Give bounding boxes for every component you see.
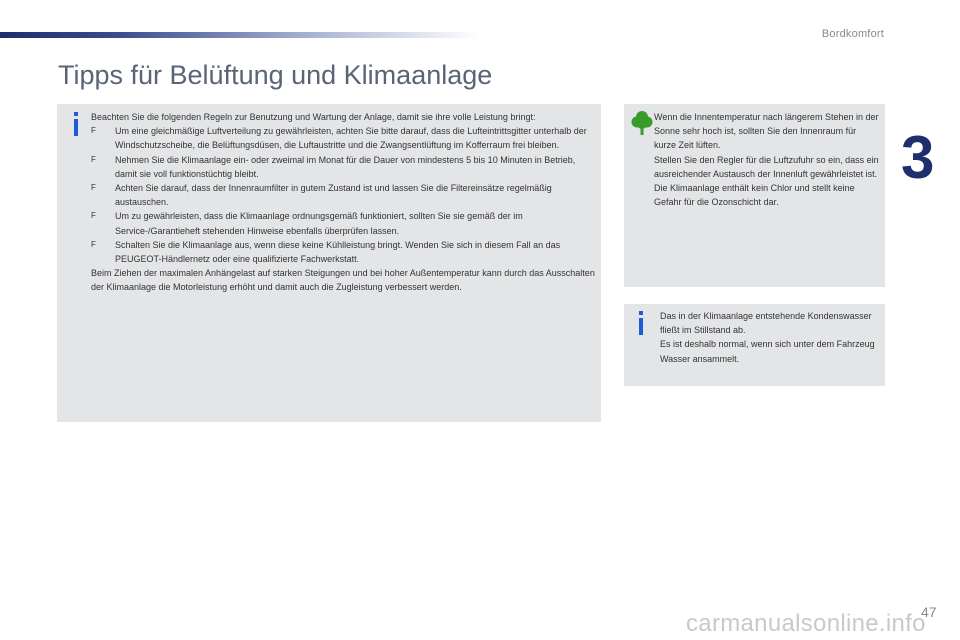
page-title: Tipps für Belüftung und Klimaanlage [58, 60, 493, 90]
intro-text: Beachten Sie die folgenden Regeln zur Benutzung und Wartung der Anlage, damit sie ihre volle Leistung bringt: [91, 112, 536, 122]
tree-icon [631, 110, 653, 136]
bullet-icon: F [91, 211, 96, 221]
maintenance-rules-text [91, 110, 597, 295]
bullet-icon: F [91, 183, 96, 193]
bullet-icon: F [91, 239, 96, 249]
bullet-icon: F [91, 126, 96, 136]
maintenance-rules-box [57, 104, 601, 422]
outro-text: Beim Ziehen der maximalen Anhängelast auf starken Steigungen und bei hoher Außentemperatur kann durch das Ausschalten der Klimaanlage die Motorleistung erhöht und damit auch die Zugleistung verbessert werden. [91, 268, 595, 293]
list-item: F Schalten Sie die Klimaanlage aus, wenn diese keine Kühlleistung bringt. Wenden Sie sich in diesem Fall an das PEUGEOT-Händlernetz oder eine qualifizierte Fachwerkstatt. [91, 239, 561, 265]
list-item: F Um eine gleichmäßige Luftverteilung zu gewährleisten, achten Sie bitte darauf, dass die Lufteintrittsgitter unterhalb der Windschutzscheibe, die Belüftungsdüsen, die Luftaustritte und die Zwangsentlüftung im Kofferraum frei bleiben. [91, 126, 587, 151]
environment-tip-box [624, 104, 885, 287]
section-label: Bordkomfort [821, 28, 884, 40]
header-accent-bar [0, 32, 480, 38]
bullet-icon: F [91, 154, 96, 164]
page-number: 47 [921, 604, 937, 620]
list-item: F Nehmen Sie die Klimaanlage ein- oder zweimal im Monat für die Dauer von mindestens 5 bis 10 Minuten in Betrieb, damit sie voll funktionstüchtig bleibt. [91, 154, 576, 179]
list-item: F Um zu gewährleisten, dass die Klimaanlage ordnungsgemäß funktioniert, sollten Sie sie gemäß der im Service-/Garantieheft stehenden Hinweise ebenfalls überprüfen lassen. [91, 211, 523, 236]
list-item: F Achten Sie darauf, dass der Innenraumfilter in gutem Zustand ist und lassen Sie die Filtereinsätze regelmäßig austauschen. [91, 183, 552, 208]
environment-tip-text: Wenn die Innentemperatur nach längerem Stehen in der Sonne sehr hoch ist, sollten Sie den Innenraum für kurze Zeit lüften. Stellen Sie den Regler für die Luftzufuhr so ein, dass ein ausreichender Austausch der Innenluft gewährleistet ist. Die Klimaanlage enthält kein Chlor und stellt keine Gefahr für die Ozonschicht dar. [654, 112, 879, 208]
chapter-number: 3 [901, 124, 935, 191]
info-icon [71, 112, 81, 136]
info-icon [636, 311, 646, 335]
rules-list [91, 124, 597, 266]
condensation-info-box [624, 304, 885, 386]
watermark: carmanualsonline.info [686, 610, 926, 637]
condensation-info-text: Das in der Klimaanlage entstehende Kondenswasser fließt im Stillstand ab. Es ist deshalb normal, wenn sich unter dem Fahrzeug Wasser ansammelt. [660, 311, 875, 364]
